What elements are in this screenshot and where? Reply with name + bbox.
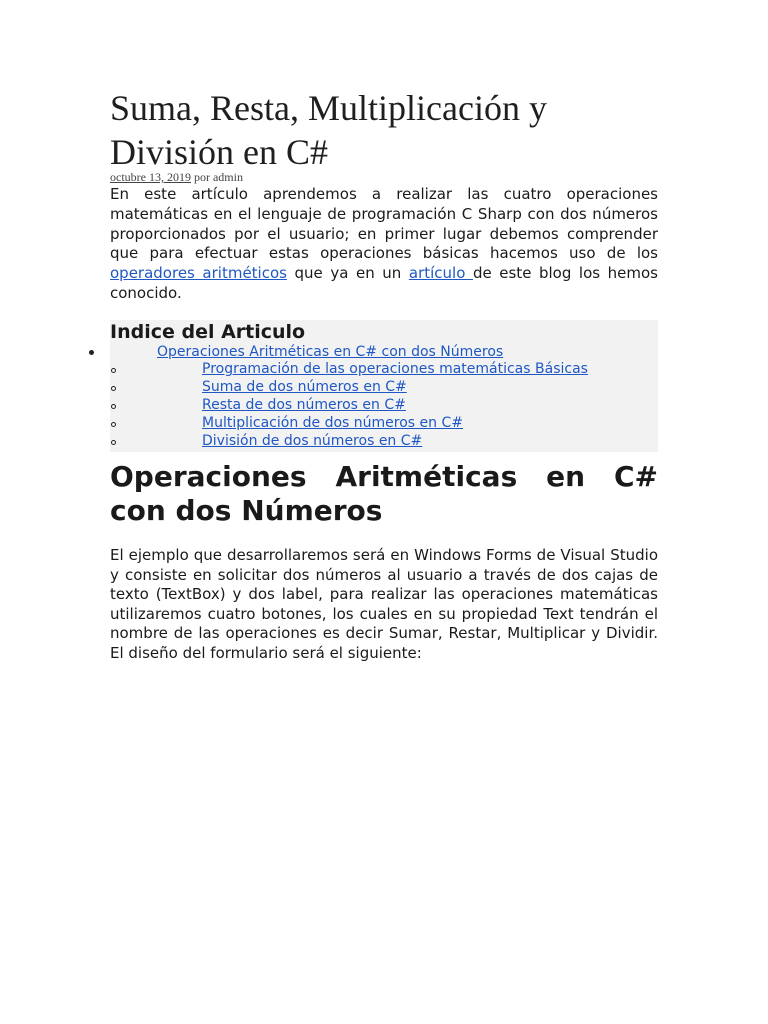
- post-date-link[interactable]: octubre 13, 2019: [110, 170, 191, 184]
- bullet-dot-icon: [89, 350, 94, 355]
- section-heading: Operaciones Aritméticas en C# con dos Números: [110, 460, 658, 527]
- article-link[interactable]: artículo: [408, 264, 473, 283]
- toc-sub-item: [202, 360, 588, 378]
- intro-text-2: que ya en un: [286, 264, 409, 283]
- toc-link-operaciones[interactable]: Operaciones Aritméticas en C# con dos Números: [157, 344, 504, 360]
- section-body-paragraph: El ejemplo que desarrollaremos será en Windows Forms de Visual Studio y consiste en solicitar dos números al usuario a través de dos cajas de texto (TextBox) y dos label, para realizar las operaciones matemáticas utilizaremos cuatro botones, los cuales en su propiedad Text tendrán el nombre de las operaciones es decir Sumar, Restar, Multiplicar y Dividir. El diseño del formulario será el siguiente:: [110, 546, 658, 662]
- toc-link-resta[interactable]: Resta de dos números en C#: [202, 397, 406, 413]
- toc-link-division[interactable]: División de dos números en C#: [202, 433, 423, 449]
- bullet-circle-icon: [111, 404, 116, 409]
- arithmetic-operators-link[interactable]: operadores aritméticos: [110, 264, 287, 283]
- bullet-circle-icon: [111, 440, 116, 445]
- toc-sub-item: [202, 378, 407, 396]
- intro-paragraph: [110, 185, 658, 304]
- post-author: admin: [212, 170, 243, 184]
- intro-text-1: En este artículo aprendemos a realizar las cuatro operaciones matemáticas en el lenguaje de programación C Sharp con dos números proporcionados por el usuario; en primer lugar debemos comprender que para efectuar estas operaciones básicas hacemos uso de los: [110, 185, 658, 263]
- toc-sub-item: [202, 396, 406, 414]
- bullet-circle-icon: [111, 368, 116, 373]
- toc-link-suma[interactable]: Suma de dos números en C#: [202, 379, 407, 395]
- table-of-contents: [110, 320, 658, 452]
- toc-main-item: [157, 343, 503, 361]
- toc-sub-item: [202, 432, 422, 450]
- article-title: Suma, Resta, Multiplicación y División en C#: [110, 88, 547, 172]
- toc-link-programacion[interactable]: Programación de las operaciones matemáticas Básicas: [202, 361, 588, 377]
- intro-text-3: de este blog los hemos conocido.: [110, 264, 658, 302]
- toc-link-multiplicacion[interactable]: Multiplicación de dos números en C#: [202, 415, 463, 431]
- article-meta: [110, 169, 243, 185]
- toc-title: Indice del Articulo: [110, 321, 306, 343]
- bullet-circle-icon: [111, 386, 116, 391]
- author-prefix: por: [190, 170, 213, 184]
- toc-sub-item: [202, 414, 463, 432]
- bullet-circle-icon: [111, 422, 116, 427]
